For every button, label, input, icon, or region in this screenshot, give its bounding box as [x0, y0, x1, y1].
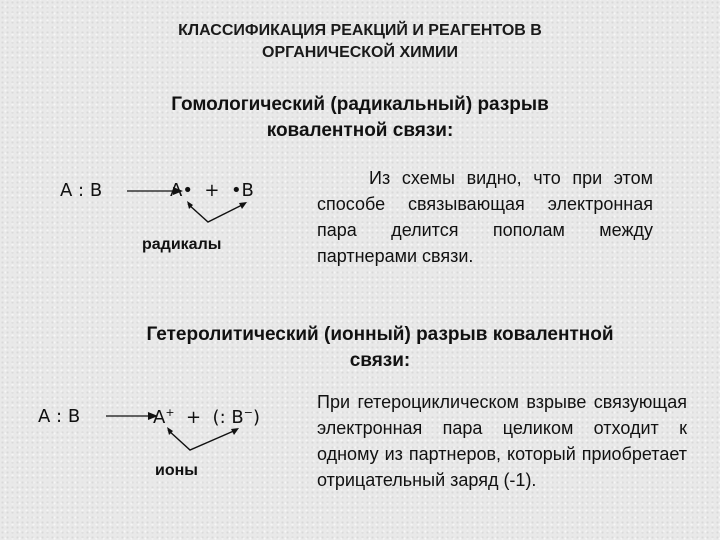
heterolytic-reactant: A : B [38, 406, 81, 427]
slide-title-line-2: ОРГАНИЧЕСКОЙ ХИМИИ [262, 44, 458, 61]
radical-a: A• [170, 180, 193, 201]
heterolytic-description: При гетероциклическом взрыве связующая электронная пара целиком отходит к одному из партнеров, который приобретает отрицательный заряд (-1). [317, 392, 687, 490]
heterolytic-reaction-arrow [104, 409, 160, 423]
anion-close-paren: ) [252, 407, 260, 428]
anion-charge: − [243, 406, 253, 419]
ions-bracket-arrows [158, 426, 248, 458]
radical-b: •B [230, 180, 254, 201]
homolytic-products [170, 180, 254, 201]
homolytic-description: Из схемы видно, что при этом способе связывающая электронная пара делится пополам между партнерами связи. [317, 168, 653, 266]
heterolytic-products [153, 406, 260, 428]
homolytic-heading [110, 92, 610, 144]
homolytic-heading-line-1: Гомологический (радикальный) разрыв [171, 94, 549, 115]
slide-title [0, 20, 720, 64]
cation-charge: + [165, 406, 175, 419]
homolytic-reactant: A : B [60, 180, 103, 201]
radicals-bracket-arrows [178, 200, 258, 230]
heterolytic-heading-line-2: связи: [349, 350, 411, 371]
slide-title-line-1: КЛАССИФИКАЦИЯ РЕАКЦИЙ И РЕАГЕНТОВ В [178, 22, 542, 39]
anion: (: B [212, 407, 244, 428]
plus-sign: + [204, 180, 220, 201]
plus-sign: + [186, 407, 202, 428]
radicals-label: радикалы [142, 236, 222, 253]
heterolytic-heading [40, 322, 720, 374]
homolytic-heading-line-2: ковалентной связи: [266, 120, 454, 141]
heterolytic-heading-line-1: Гетеролитический (ионный) разрыв ковалентной [146, 324, 614, 345]
ions-label: ионы [155, 462, 198, 479]
cation: A [153, 407, 166, 428]
